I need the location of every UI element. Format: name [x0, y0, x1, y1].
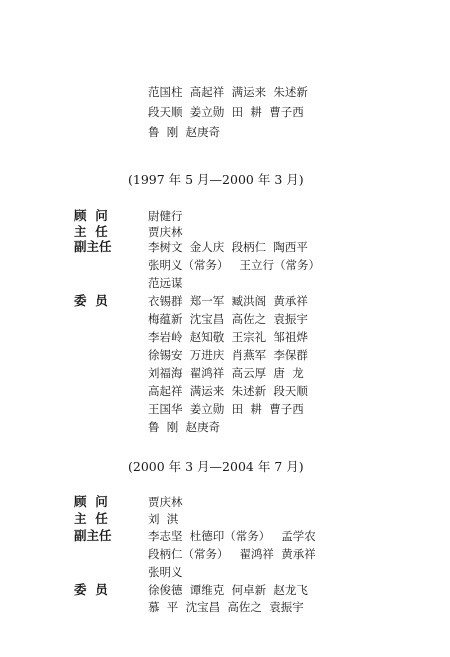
list-item: 范远谋	[148, 276, 183, 290]
list-item: 段天顺 姜立勋 田 耕 曹子西	[148, 105, 304, 119]
list-item: 范国柱 高起祥 满运来 朱述新	[148, 85, 308, 99]
list-item: 张明义（常务） 王立行（常务）	[148, 258, 320, 272]
deputy-director-label: 副主任	[74, 528, 112, 543]
list-item: 王国华 姜立勋 田 耕 曹子西	[148, 402, 304, 416]
term-period-heading: (1997 年 5 月—2000 年 3 月)	[128, 172, 304, 187]
deputy-director-label: 副主任	[74, 239, 112, 254]
list-item: 刘福海 翟鸿祥 高云厚 唐 龙	[148, 366, 304, 380]
list-item: 慕 平 沈宝昌 高佐之 袁振宇	[148, 600, 304, 614]
adviser-names: 贾庆林	[148, 495, 183, 509]
director-names: 刘 淇	[148, 512, 179, 526]
list-item: 鲁 刚 赵庚奇	[148, 420, 221, 434]
list-item: 徐锡安 万进庆 肖燕军 李保群	[148, 348, 308, 362]
list-item: 李岩岭 赵知敬 王宗礼 邹祖烨	[148, 330, 308, 344]
term-period-heading: (2000 年 3 月—2004 年 7 月)	[128, 459, 304, 474]
members-label: 委 员	[74, 582, 108, 597]
adviser-names: 尉健行	[148, 209, 183, 223]
list-item: 段柄仁（常务） 翟鸿祥 黄承祥	[148, 547, 316, 561]
list-item: 高起祥 满运来 朱述新 段天顺	[148, 384, 308, 398]
members-label: 委 员	[74, 293, 108, 308]
director-names: 贾庆林	[148, 225, 183, 239]
director-label: 主 任	[74, 511, 108, 526]
list-item: 徐俊德 谭维克 何卓新 赵龙飞	[148, 583, 308, 597]
list-item: 张明义	[148, 565, 183, 579]
director-label: 主 任	[74, 224, 108, 239]
list-item: 李志坚 杜德印（常务） 孟学农	[148, 529, 316, 543]
list-item: 鲁 刚 赵庚奇	[148, 125, 221, 139]
list-item: 梅蕴新 沈宝昌 高佐之 袁振宇	[148, 312, 308, 326]
adviser-label: 顾 问	[74, 494, 108, 509]
adviser-label: 顾 问	[74, 208, 108, 223]
list-item: 李树文 金人庆 段柄仁 陶西平	[148, 240, 308, 254]
list-item: 衣锡群 郑一军 臧洪阁 黄承祥	[148, 294, 308, 308]
